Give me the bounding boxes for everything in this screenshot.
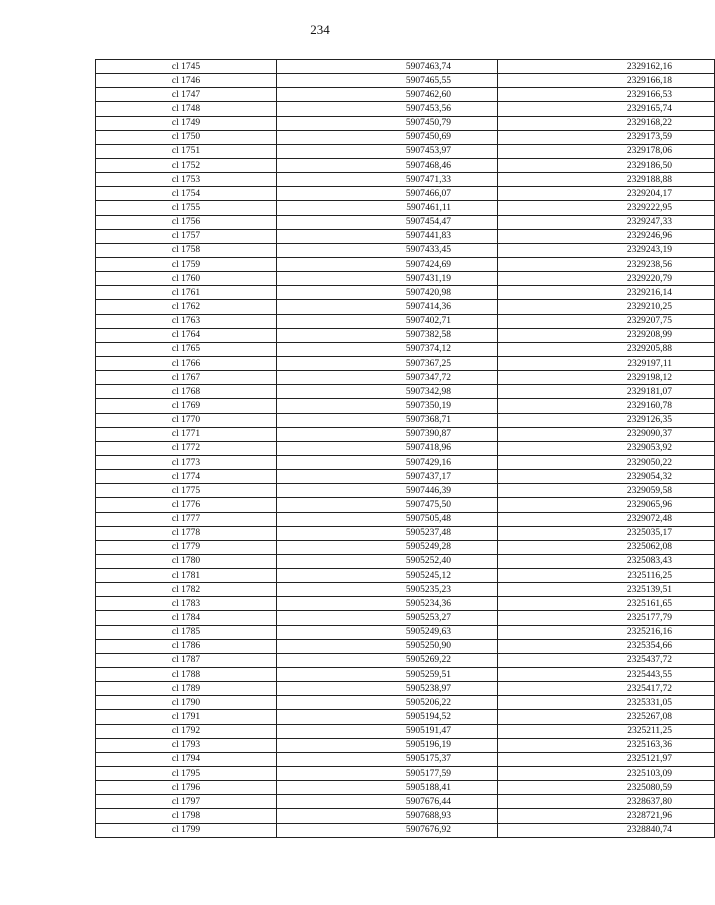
y-coordinate-cell: 2325121,97 — [498, 752, 715, 766]
x-coordinate-cell: 5907505,48 — [277, 512, 498, 526]
x-coordinate-cell: 5907437,17 — [277, 470, 498, 484]
x-coordinate-cell: 5905188,41 — [277, 781, 498, 795]
y-coordinate-cell: 2329165,74 — [498, 102, 715, 116]
x-coordinate-cell: 5907450,69 — [277, 130, 498, 144]
point-id-cell: cl 1762 — [96, 300, 277, 314]
point-id-cell: cl 1746 — [96, 74, 277, 88]
x-coordinate-cell: 5907475,50 — [277, 498, 498, 512]
table-row — [96, 639, 715, 653]
y-coordinate-cell: 2329173,59 — [498, 130, 715, 144]
table-row — [96, 116, 715, 130]
y-coordinate-cell: 2329204,17 — [498, 187, 715, 201]
point-id-cell: cl 1784 — [96, 611, 277, 625]
x-coordinate-cell: 5905252,40 — [277, 554, 498, 568]
table-row — [96, 229, 715, 243]
table-row — [96, 60, 715, 74]
table-row — [96, 385, 715, 399]
x-coordinate-cell: 5907418,96 — [277, 441, 498, 455]
point-id-cell: cl 1790 — [96, 696, 277, 710]
y-coordinate-cell: 2329053,92 — [498, 441, 715, 455]
x-coordinate-cell: 5905234,36 — [277, 597, 498, 611]
x-coordinate-cell: 5907676,44 — [277, 795, 498, 809]
y-coordinate-cell: 2325035,17 — [498, 526, 715, 540]
x-coordinate-cell: 5907433,45 — [277, 243, 498, 257]
x-coordinate-cell: 5907450,79 — [277, 116, 498, 130]
y-coordinate-cell: 2325354,66 — [498, 639, 715, 653]
table-row — [96, 300, 715, 314]
table-row — [96, 682, 715, 696]
point-id-cell: cl 1748 — [96, 102, 277, 116]
x-coordinate-cell: 5907461,11 — [277, 201, 498, 215]
y-coordinate-cell: 2325417,72 — [498, 682, 715, 696]
x-coordinate-cell: 5905237,48 — [277, 526, 498, 540]
x-coordinate-cell: 5907465,55 — [277, 74, 498, 88]
y-coordinate-cell: 2325216,16 — [498, 625, 715, 639]
x-coordinate-cell: 5907347,72 — [277, 371, 498, 385]
point-id-cell: cl 1779 — [96, 540, 277, 554]
y-coordinate-cell: 2329198,12 — [498, 371, 715, 385]
table-row — [96, 328, 715, 342]
table-row — [96, 724, 715, 738]
point-id-cell: cl 1750 — [96, 130, 277, 144]
point-id-cell: cl 1791 — [96, 710, 277, 724]
y-coordinate-cell: 2329238,56 — [498, 257, 715, 271]
x-coordinate-cell: 5907462,60 — [277, 88, 498, 102]
y-coordinate-cell: 2328840,74 — [498, 823, 715, 837]
y-coordinate-cell: 2329216,14 — [498, 286, 715, 300]
x-coordinate-cell: 5905196,19 — [277, 738, 498, 752]
x-coordinate-cell: 5907390,87 — [277, 427, 498, 441]
x-coordinate-cell: 5905191,47 — [277, 724, 498, 738]
table-row — [96, 257, 715, 271]
point-id-cell: cl 1780 — [96, 554, 277, 568]
y-coordinate-cell: 2325177,79 — [498, 611, 715, 625]
point-id-cell: cl 1770 — [96, 413, 277, 427]
x-coordinate-cell: 5905269,22 — [277, 653, 498, 667]
page-number: 234 — [310, 22, 330, 37]
y-coordinate-cell: 2329243,19 — [498, 243, 715, 257]
table-row — [96, 583, 715, 597]
x-coordinate-cell: 5905194,52 — [277, 710, 498, 724]
y-coordinate-cell: 2325103,09 — [498, 767, 715, 781]
point-id-cell: cl 1778 — [96, 526, 277, 540]
point-id-cell: cl 1759 — [96, 257, 277, 271]
point-id-cell: cl 1771 — [96, 427, 277, 441]
point-id-cell: cl 1794 — [96, 752, 277, 766]
table-row — [96, 554, 715, 568]
x-coordinate-cell: 5905235,23 — [277, 583, 498, 597]
point-id-cell: cl 1761 — [96, 286, 277, 300]
table-row — [96, 74, 715, 88]
point-id-cell: cl 1749 — [96, 116, 277, 130]
table-row — [96, 158, 715, 172]
point-id-cell: cl 1781 — [96, 569, 277, 583]
y-coordinate-cell: 2329210,25 — [498, 300, 715, 314]
y-coordinate-cell: 2329220,79 — [498, 272, 715, 286]
point-id-cell: cl 1775 — [96, 484, 277, 498]
y-coordinate-cell: 2329246,96 — [498, 229, 715, 243]
y-coordinate-cell: 2329059,58 — [498, 484, 715, 498]
x-coordinate-cell: 5905175,37 — [277, 752, 498, 766]
x-coordinate-cell: 5905253,27 — [277, 611, 498, 625]
point-id-cell: cl 1795 — [96, 767, 277, 781]
x-coordinate-cell: 5907420,98 — [277, 286, 498, 300]
point-id-cell: cl 1752 — [96, 158, 277, 172]
table-row — [96, 484, 715, 498]
point-id-cell: cl 1758 — [96, 243, 277, 257]
table-row — [96, 356, 715, 370]
point-id-cell: cl 1788 — [96, 668, 277, 682]
table-row — [96, 215, 715, 229]
table-row — [96, 314, 715, 328]
x-coordinate-cell: 5907676,92 — [277, 823, 498, 837]
x-coordinate-cell: 5907468,46 — [277, 158, 498, 172]
table-row — [96, 767, 715, 781]
point-id-cell: cl 1764 — [96, 328, 277, 342]
point-id-cell: cl 1796 — [96, 781, 277, 795]
coordinates-table — [95, 59, 715, 838]
y-coordinate-cell: 2329072,48 — [498, 512, 715, 526]
y-coordinate-cell: 2329181,07 — [498, 385, 715, 399]
point-id-cell: cl 1789 — [96, 682, 277, 696]
table-row — [96, 738, 715, 752]
point-id-cell: cl 1745 — [96, 60, 277, 74]
x-coordinate-cell: 5907382,58 — [277, 328, 498, 342]
y-coordinate-cell: 2325062,08 — [498, 540, 715, 554]
x-coordinate-cell: 5907466,07 — [277, 187, 498, 201]
table-row — [96, 187, 715, 201]
point-id-cell: cl 1751 — [96, 144, 277, 158]
point-id-cell: cl 1792 — [96, 724, 277, 738]
point-id-cell: cl 1773 — [96, 455, 277, 469]
table-row — [96, 597, 715, 611]
x-coordinate-cell: 5907453,56 — [277, 102, 498, 116]
y-coordinate-cell: 2329222,95 — [498, 201, 715, 215]
x-coordinate-cell: 5907342,98 — [277, 385, 498, 399]
point-id-cell: cl 1782 — [96, 583, 277, 597]
x-coordinate-cell: 5907368,71 — [277, 413, 498, 427]
y-coordinate-cell: 2325083,43 — [498, 554, 715, 568]
x-coordinate-cell: 5905259,51 — [277, 668, 498, 682]
point-id-cell: cl 1787 — [96, 653, 277, 667]
y-coordinate-cell: 2328721,96 — [498, 809, 715, 823]
point-id-cell: cl 1753 — [96, 173, 277, 187]
y-coordinate-cell: 2329247,33 — [498, 215, 715, 229]
table-row — [96, 569, 715, 583]
table-row — [96, 526, 715, 540]
y-coordinate-cell: 2329186,50 — [498, 158, 715, 172]
y-coordinate-cell: 2325443,55 — [498, 668, 715, 682]
point-id-cell: cl 1760 — [96, 272, 277, 286]
y-coordinate-cell: 2329162,16 — [498, 60, 715, 74]
y-coordinate-cell: 2329168,22 — [498, 116, 715, 130]
point-id-cell: cl 1757 — [96, 229, 277, 243]
table-row — [96, 498, 715, 512]
table-row — [96, 781, 715, 795]
y-coordinate-cell: 2329160,78 — [498, 399, 715, 413]
x-coordinate-cell: 5907431,19 — [277, 272, 498, 286]
x-coordinate-cell: 5907367,25 — [277, 356, 498, 370]
table-row — [96, 625, 715, 639]
y-coordinate-cell: 2329178,06 — [498, 144, 715, 158]
point-id-cell: cl 1785 — [96, 625, 277, 639]
y-coordinate-cell: 2329205,88 — [498, 342, 715, 356]
table-row — [96, 342, 715, 356]
x-coordinate-cell: 5905249,63 — [277, 625, 498, 639]
table-row — [96, 201, 715, 215]
x-coordinate-cell: 5905249,28 — [277, 540, 498, 554]
y-coordinate-cell: 2325211,25 — [498, 724, 715, 738]
table-row — [96, 441, 715, 455]
y-coordinate-cell: 2329207,75 — [498, 314, 715, 328]
x-coordinate-cell: 5907441,83 — [277, 229, 498, 243]
table-row — [96, 653, 715, 667]
x-coordinate-cell: 5905238,97 — [277, 682, 498, 696]
table-row — [96, 668, 715, 682]
table-row — [96, 272, 715, 286]
table-row — [96, 455, 715, 469]
table-row — [96, 512, 715, 526]
point-id-cell: cl 1754 — [96, 187, 277, 201]
y-coordinate-cell: 2329126,35 — [498, 413, 715, 427]
table-row — [96, 427, 715, 441]
table-row — [96, 399, 715, 413]
point-id-cell: cl 1769 — [96, 399, 277, 413]
point-id-cell: cl 1783 — [96, 597, 277, 611]
table-row — [96, 144, 715, 158]
table-row — [96, 413, 715, 427]
point-id-cell: cl 1797 — [96, 795, 277, 809]
point-id-cell: cl 1777 — [96, 512, 277, 526]
point-id-cell: cl 1772 — [96, 441, 277, 455]
x-coordinate-cell: 5907454,47 — [277, 215, 498, 229]
x-coordinate-cell: 5905250,90 — [277, 639, 498, 653]
y-coordinate-cell: 2329054,32 — [498, 470, 715, 484]
table-row — [96, 102, 715, 116]
point-id-cell: cl 1747 — [96, 88, 277, 102]
table-row — [96, 286, 715, 300]
table-row — [96, 130, 715, 144]
y-coordinate-cell: 2325116,25 — [498, 569, 715, 583]
table-row — [96, 752, 715, 766]
point-id-cell: cl 1799 — [96, 823, 277, 837]
x-coordinate-cell: 5907446,39 — [277, 484, 498, 498]
point-id-cell: cl 1765 — [96, 342, 277, 356]
point-id-cell: cl 1755 — [96, 201, 277, 215]
y-coordinate-cell: 2329166,18 — [498, 74, 715, 88]
point-id-cell: cl 1766 — [96, 356, 277, 370]
x-coordinate-cell: 5907414,36 — [277, 300, 498, 314]
point-id-cell: cl 1798 — [96, 809, 277, 823]
table-row — [96, 470, 715, 484]
y-coordinate-cell: 2329197,11 — [498, 356, 715, 370]
x-coordinate-cell: 5907402,71 — [277, 314, 498, 328]
table-row — [96, 173, 715, 187]
y-coordinate-cell: 2329050,22 — [498, 455, 715, 469]
table-row — [96, 795, 715, 809]
point-id-cell: cl 1767 — [96, 371, 277, 385]
x-coordinate-cell: 5907429,16 — [277, 455, 498, 469]
x-coordinate-cell: 5905177,59 — [277, 767, 498, 781]
point-id-cell: cl 1793 — [96, 738, 277, 752]
x-coordinate-cell: 5907374,12 — [277, 342, 498, 356]
table-row — [96, 243, 715, 257]
x-coordinate-cell: 5907688,93 — [277, 809, 498, 823]
coordinates-table-body — [96, 60, 715, 838]
y-coordinate-cell: 2325139,51 — [498, 583, 715, 597]
x-coordinate-cell: 5905245,12 — [277, 569, 498, 583]
table-row — [96, 696, 715, 710]
x-coordinate-cell: 5907350,19 — [277, 399, 498, 413]
point-id-cell: cl 1763 — [96, 314, 277, 328]
x-coordinate-cell: 5907471,33 — [277, 173, 498, 187]
y-coordinate-cell: 2325267,08 — [498, 710, 715, 724]
table-row — [96, 823, 715, 837]
table-row — [96, 371, 715, 385]
y-coordinate-cell: 2329208,99 — [498, 328, 715, 342]
y-coordinate-cell: 2329065,96 — [498, 498, 715, 512]
table-row — [96, 710, 715, 724]
y-coordinate-cell: 2329166,53 — [498, 88, 715, 102]
y-coordinate-cell: 2325161,65 — [498, 597, 715, 611]
y-coordinate-cell: 2325437,72 — [498, 653, 715, 667]
point-id-cell: cl 1768 — [96, 385, 277, 399]
x-coordinate-cell: 5907463,74 — [277, 60, 498, 74]
point-id-cell: cl 1756 — [96, 215, 277, 229]
table-row — [96, 809, 715, 823]
y-coordinate-cell: 2328637,80 — [498, 795, 715, 809]
point-id-cell: cl 1776 — [96, 498, 277, 512]
y-coordinate-cell: 2325331,05 — [498, 696, 715, 710]
x-coordinate-cell: 5907424,69 — [277, 257, 498, 271]
y-coordinate-cell: 2325080,59 — [498, 781, 715, 795]
table-row — [96, 540, 715, 554]
y-coordinate-cell: 2325163,36 — [498, 738, 715, 752]
y-coordinate-cell: 2329188,88 — [498, 173, 715, 187]
y-coordinate-cell: 2329090,37 — [498, 427, 715, 441]
point-id-cell: cl 1786 — [96, 639, 277, 653]
x-coordinate-cell: 5907453,97 — [277, 144, 498, 158]
table-row — [96, 88, 715, 102]
point-id-cell: cl 1774 — [96, 470, 277, 484]
table-row — [96, 611, 715, 625]
x-coordinate-cell: 5905206,22 — [277, 696, 498, 710]
